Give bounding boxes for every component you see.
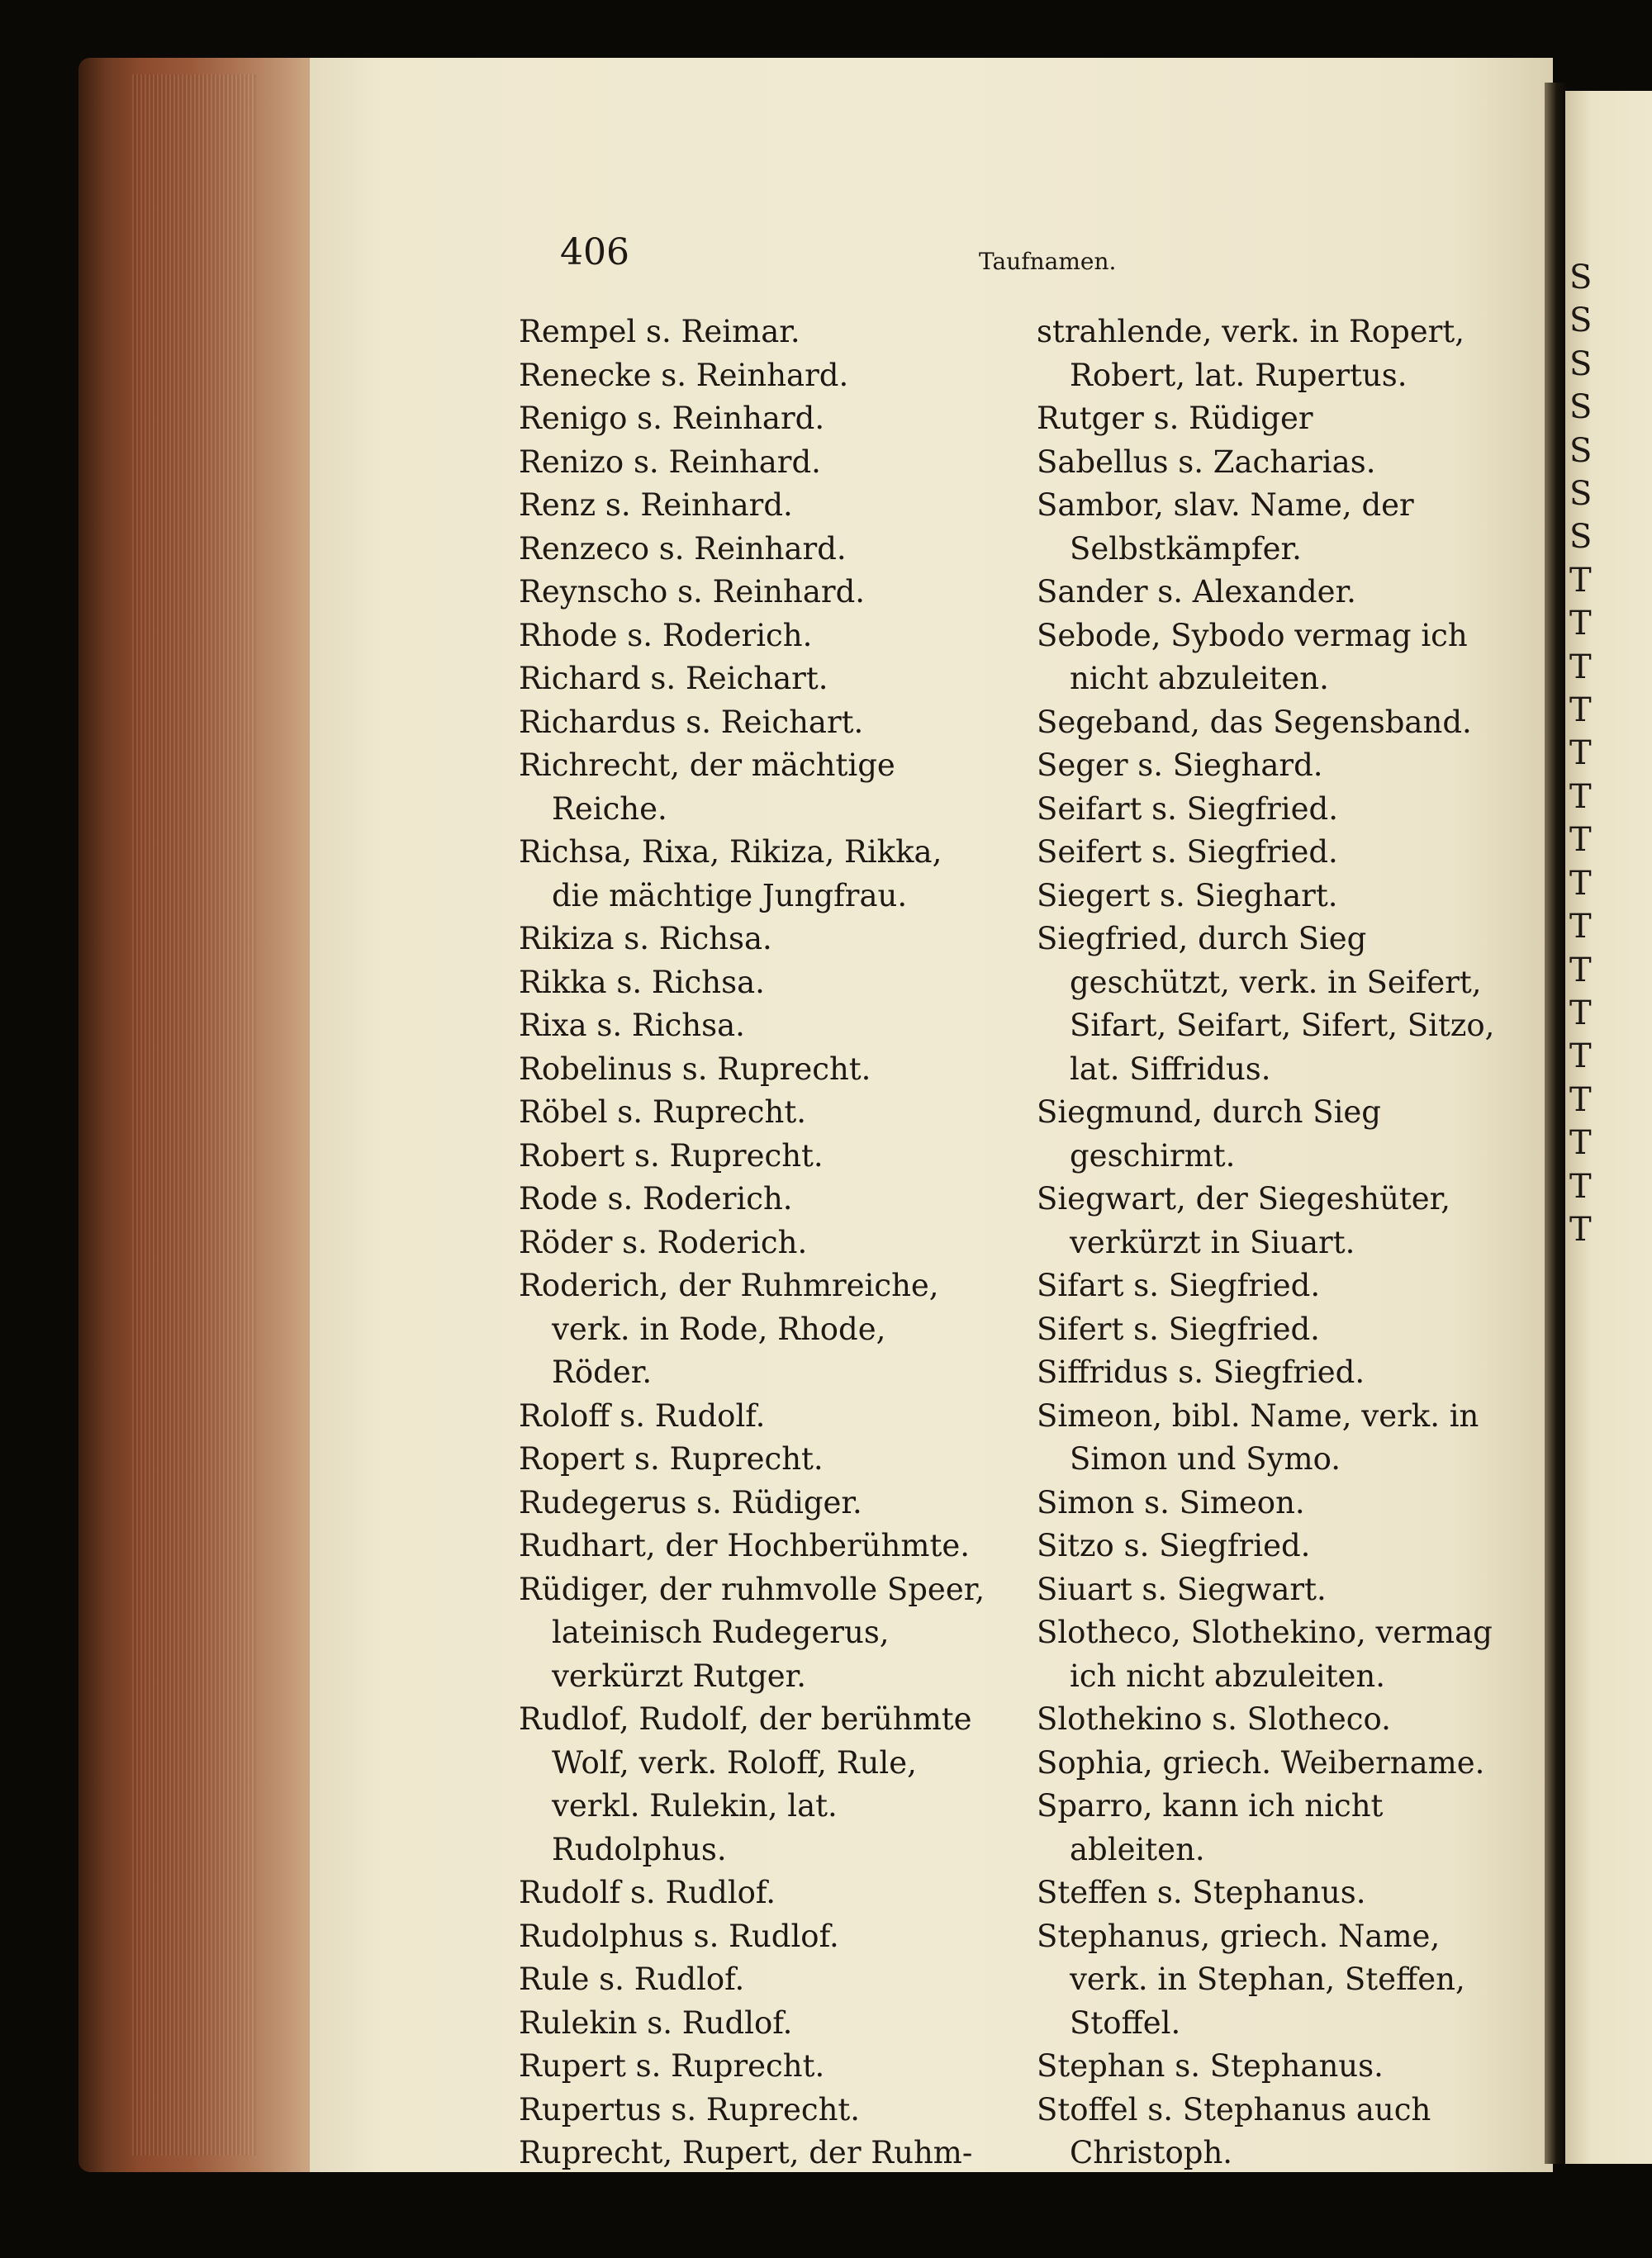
dictionary-entry: Stephan s. Stephanus. <box>1037 2048 1384 2084</box>
facing-page-letter: S <box>1569 431 1593 470</box>
dictionary-entry: Richrecht, der mächtige Reiche. <box>519 747 895 827</box>
facing-page-letter: T <box>1569 951 1592 989</box>
dictionary-entry: Sparro, kann ich nicht ableiten. <box>1037 1788 1384 1867</box>
dictionary-entry: Siegfried, durch Sieg geschützt, verk. in Seifert, Sifart, Seifart, Sifert, Sitzo, lat. Siffridus. <box>1037 921 1495 1087</box>
dictionary-entry: Rupert s. Ruprecht. <box>519 2048 825 2084</box>
dictionary-entry: Sifart s. Siegfried. <box>1037 1268 1321 1303</box>
dictionary-entry: Rempel s. Reimar. <box>519 314 800 349</box>
facing-page-letter: T <box>1569 648 1592 686</box>
facing-page-letter: T <box>1569 1210 1592 1249</box>
dictionary-entry: Sitzo s. Siegfried. <box>1037 1528 1311 1563</box>
facing-page-letter: S <box>1569 259 1593 296</box>
facing-page-letter: T <box>1569 561 1592 600</box>
dictionary-entry: Rupertus s. Ruprecht. <box>519 2091 861 2128</box>
dictionary-entry: Segeband, das Segensband. <box>1037 704 1472 740</box>
facing-page-letter: T <box>1569 1167 1592 1206</box>
facing-page-letter: S <box>1569 344 1593 383</box>
book-gutter <box>1545 83 1566 2164</box>
dictionary-entry: Renizo s. Reinhard. <box>519 444 821 480</box>
facing-page-letter: T <box>1569 1124 1592 1163</box>
dictionary-entry: Seifart s. Siegfried. <box>1037 790 1338 827</box>
dictionary-entry: Rudhart, der Hochberühmte. <box>519 1528 971 1563</box>
facing-page-letter: T <box>1569 605 1592 643</box>
dictionary-entry: Stephanus, griech. Name, verk. in Stephan, Steffen, Stoffel. <box>1037 1918 1465 2041</box>
facing-page-letter: T <box>1569 908 1592 946</box>
dictionary-entry: Rixa s. Richsa. <box>519 1008 745 1043</box>
left-column <box>519 311 990 2175</box>
facing-page-letter: S <box>1569 301 1593 340</box>
dictionary-entry: Siuart s. Siegwart. <box>1037 1571 1327 1607</box>
dictionary-entry: Renzeco s. Reinhard. <box>519 530 847 567</box>
dictionary-entry: Roderich, der Ruhmreiche, verk. in Rode, Rhode, Röder. <box>519 1268 939 1390</box>
dictionary-entry: Seger s. Sieghard. <box>1037 747 1323 783</box>
page-edge-texture <box>132 74 256 2156</box>
facing-page-letter: T <box>1569 691 1592 730</box>
dictionary-entry: Sabellus s. Zacharias. <box>1037 444 1376 480</box>
facing-page-letters <box>1569 256 1652 1251</box>
dictionary-entry: Sebode, Sybodo vermag ich nicht abzuleiten. <box>1037 617 1468 696</box>
facing-page-letter: S <box>1569 475 1593 514</box>
dictionary-entry: Richardus s. Reichart. <box>519 704 864 740</box>
dictionary-entry: Rudlof, Rudolf, der berühmte Wolf, verk. Roloff, Rule, verkl. Rulekin, lat. Rudolphus. <box>519 1701 972 1867</box>
facing-page-letter: T <box>1569 821 1592 860</box>
dictionary-entry: Siegwart, der Siegeshüter, verkürzt in Siuart. <box>1037 1181 1451 1260</box>
dictionary-entry: Renz s. Reinhard. <box>519 487 793 523</box>
dictionary-entry: Simon s. Simeon. <box>1037 1484 1305 1520</box>
dictionary-entry: Sambor, slav. Name, der Selbstkämpfer. <box>1037 487 1414 567</box>
dictionary-entry: Rudegerus s. Rüdiger. <box>519 1484 862 1520</box>
dictionary-entry: Sifert s. Siegfried. <box>1037 1311 1320 1347</box>
dictionary-entry: Sophia, griech. Weibername. <box>1037 1744 1485 1781</box>
dictionary-entry: Röder s. Roderich. <box>519 1224 808 1260</box>
page-number: 406 <box>560 231 629 273</box>
dictionary-entry: Robert s. Ruprecht. <box>519 1137 824 1174</box>
dictionary-entry: Rudolf s. Rudlof. <box>519 1875 776 1910</box>
facing-page-letter: T <box>1569 734 1592 773</box>
dictionary-entry: Steffen s. Stephanus. <box>1037 1875 1366 1910</box>
dictionary-entry: Roloff s. Rudolf. <box>519 1397 766 1434</box>
dictionary-entry: Seifert s. Siegfried. <box>1037 834 1338 870</box>
right-column <box>1037 311 1499 2175</box>
dictionary-entry: Rode s. Roderich. <box>519 1181 793 1217</box>
dictionary-entry: Rikka s. Richsa. <box>519 964 765 1000</box>
dictionary-entry: Reynscho s. Reinhard. <box>519 574 866 610</box>
dictionary-entry: Stoffel s. Stephanus auch Christoph. <box>1037 2091 1431 2170</box>
dictionary-entry: Ruprecht, Rupert, der Ruhm- <box>519 2135 973 2170</box>
facing-page-letter: T <box>1569 864 1592 903</box>
dictionary-entry: Robelinus s. Ruprecht. <box>519 1051 871 1087</box>
facing-page-letter: T <box>1569 777 1592 816</box>
dictionary-entry: Renigo s. Reinhard. <box>519 401 825 436</box>
facing-page-letter: T <box>1569 994 1592 1032</box>
book-page <box>310 58 1553 2172</box>
dictionary-entry: Siegmund, durch Sieg geschirmt. <box>1037 1094 1381 1174</box>
facing-page-letter: T <box>1569 1080 1592 1119</box>
dictionary-entry: Rulekin s. Rudlof. <box>519 2004 793 2041</box>
dictionary-entry: Siegert s. Sieghart. <box>1037 877 1338 913</box>
dictionary-entry: Slotheco, Slothekino, vermag ich nicht abzuleiten. <box>1037 1615 1493 1694</box>
dictionary-entry: Rutger s. Rüdiger <box>1037 401 1313 436</box>
facing-page-letter: T <box>1569 1037 1592 1076</box>
dictionary-entry: Rule s. Rudlof. <box>519 1962 745 1997</box>
dictionary-entry: Ropert s. Ruprecht. <box>519 1441 824 1477</box>
dictionary-entry: Sander s. Alexander. <box>1037 574 1356 610</box>
dictionary-entry: Rhode s. Roderich. <box>519 617 813 653</box>
dictionary-entry: Slothekino s. Slotheco. <box>1037 1701 1391 1737</box>
dictionary-entry: Rüdiger, der ruhmvolle Speer, lateinisch Rudegerus, verkürzt Rutger. <box>519 1571 985 1694</box>
dictionary-entry: Richsa, Rixa, Rikiza, Rikka, die mächtige Jungfrau. <box>519 834 942 913</box>
dictionary-entry: Siffridus s. Siegfried. <box>1037 1354 1365 1390</box>
dictionary-entry: Renecke s. Reinhard. <box>519 357 849 393</box>
dictionary-entry: Richard s. Reichart. <box>519 661 828 696</box>
dictionary-entry: Simeon, bibl. Name, verk. in Simon und Symo. <box>1037 1397 1479 1477</box>
running-head: Taufnamen. <box>979 248 1117 275</box>
facing-page-letter: S <box>1569 388 1593 427</box>
dictionary-entry: Rudolphus s. Rudlof. <box>519 1918 839 1954</box>
facing-page-letter: S <box>1569 518 1593 557</box>
dictionary-entry: Rikiza s. Richsa. <box>519 921 772 956</box>
dictionary-entry: strahlende, verk. in Ropert, Robert, lat. Rupertus. <box>1037 314 1464 393</box>
dictionary-entry: Röbel s. Ruprecht. <box>519 1094 806 1130</box>
